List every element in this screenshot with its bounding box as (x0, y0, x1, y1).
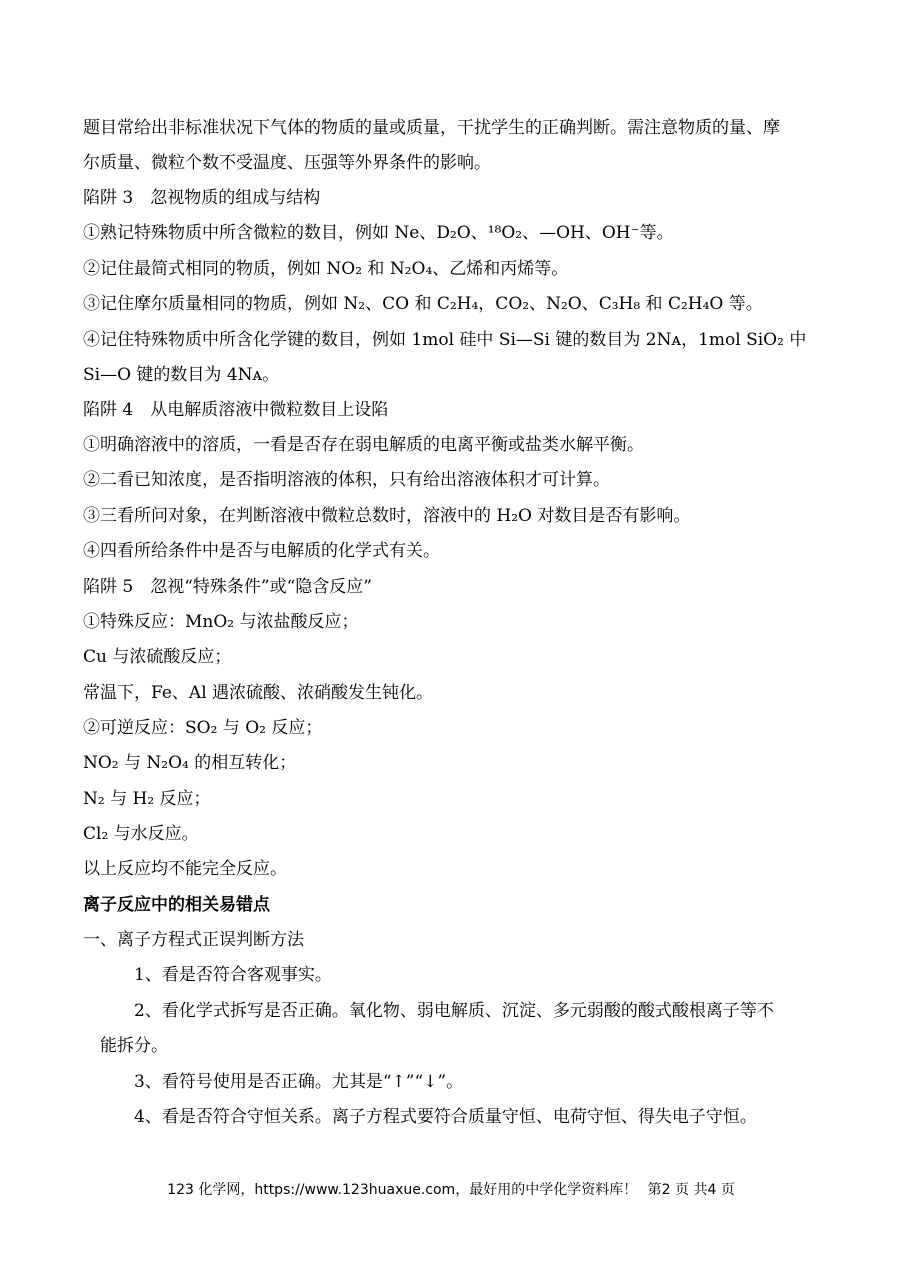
method-item: 4、看是否符合守恒关系。离子方程式要符合质量守恒、电荷守恒、得失电子守恒。 (134, 1107, 757, 1127)
list-item: ②二看已知浓度，是否指明溶液的体积，只有给出溶液体积才可计算。 (83, 470, 610, 490)
method-item-continued: 能拆分。 (100, 1036, 168, 1056)
sub-heading: 一、离子方程式正误判断方法 (83, 930, 304, 950)
list-item: ③三看所问对象，在判断溶液中微粒总数时，溶液中的 H₂O 对数目是否有影响。 (83, 506, 691, 526)
list-item: Cu 与浓硫酸反应； (83, 647, 232, 667)
list-item: ①特殊反应：MnO₂ 与浓盐酸反应； (83, 612, 359, 632)
list-item: ③记住摩尔质量相同的物质，例如 N₂、CO 和 C₂H₄，CO₂、N₂O、C₃H₈ 和 C₂H₄O 等。 (83, 294, 763, 314)
method-item: 1、看是否符合客观事实。 (134, 965, 332, 985)
trap5-heading: 陷阱 5 忽视“特殊条件”或“隐含反应” (83, 577, 372, 597)
trap4-heading: 陷阱 4 从电解质溶液中微粒数目上设陷 (83, 400, 389, 420)
list-item: ②可逆反应：SO₂ 与 O₂ 反应； (83, 718, 323, 738)
list-item: ①明确溶液中的溶质，一看是否存在弱电解质的电离平衡或盐类水解平衡。 (83, 435, 644, 455)
paragraph-line: 尔质量、微粒个数不受温度、压强等外界条件的影响。 (83, 153, 491, 173)
list-item: ④记住特殊物质中所含化学键的数目，例如 1mol 硅中 Si—Si 键的数目为 2Nᴀ，1mol SiO₂ 中 (83, 330, 807, 350)
footer-site-text: 123 化学网，https://www.123huaxue.com，最好用的中学化学资料库！ (167, 1182, 638, 1198)
paragraph-line: 题目常给出非标准状况下气体的物质的量或质量，干扰学生的正确判断。需注意物质的量、摩 (83, 118, 780, 138)
list-item-continued: Si—O 键的数目为 4Nᴀ。 (83, 365, 280, 385)
list-item: ②记住最简式相同的物质，例如 NO₂ 和 N₂O₄、乙烯和丙烯等。 (83, 259, 569, 279)
method-item: 2、看化学式拆写是否正确。氧化物、弱电解质、沉淀、多元弱酸的酸式酸根离子等不 (134, 1001, 774, 1021)
section-heading: 离子反应中的相关易错点 (83, 895, 270, 915)
trap3-heading: 陷阱 3 忽视物质的组成与结构 (83, 188, 321, 208)
method-item: 3、看符号使用是否正确。尤其是“↑”“↓”。 (134, 1072, 464, 1092)
list-item: Cl₂ 与水反应。 (83, 824, 199, 844)
page-footer (0, 1180, 902, 1200)
list-item: 常温下，Fe、Al 遇浓硫酸、浓硝酸发生钝化。 (83, 683, 434, 703)
list-item: ④四看所给条件中是否与电解质的化学式有关。 (83, 541, 440, 561)
list-item: ①熟记特殊物质中所含微粒的数目，例如 Ne、D₂O、¹⁸O₂、—OH、OH⁻等。 (83, 223, 674, 243)
footer-page-number: 第2 页 共4 页 (647, 1182, 735, 1198)
list-item: N₂ 与 H₂ 反应； (83, 789, 211, 809)
list-item: 以上反应均不能完全反应。 (83, 859, 287, 879)
list-item: NO₂ 与 N₂O₄ 的相互转化； (83, 753, 297, 773)
